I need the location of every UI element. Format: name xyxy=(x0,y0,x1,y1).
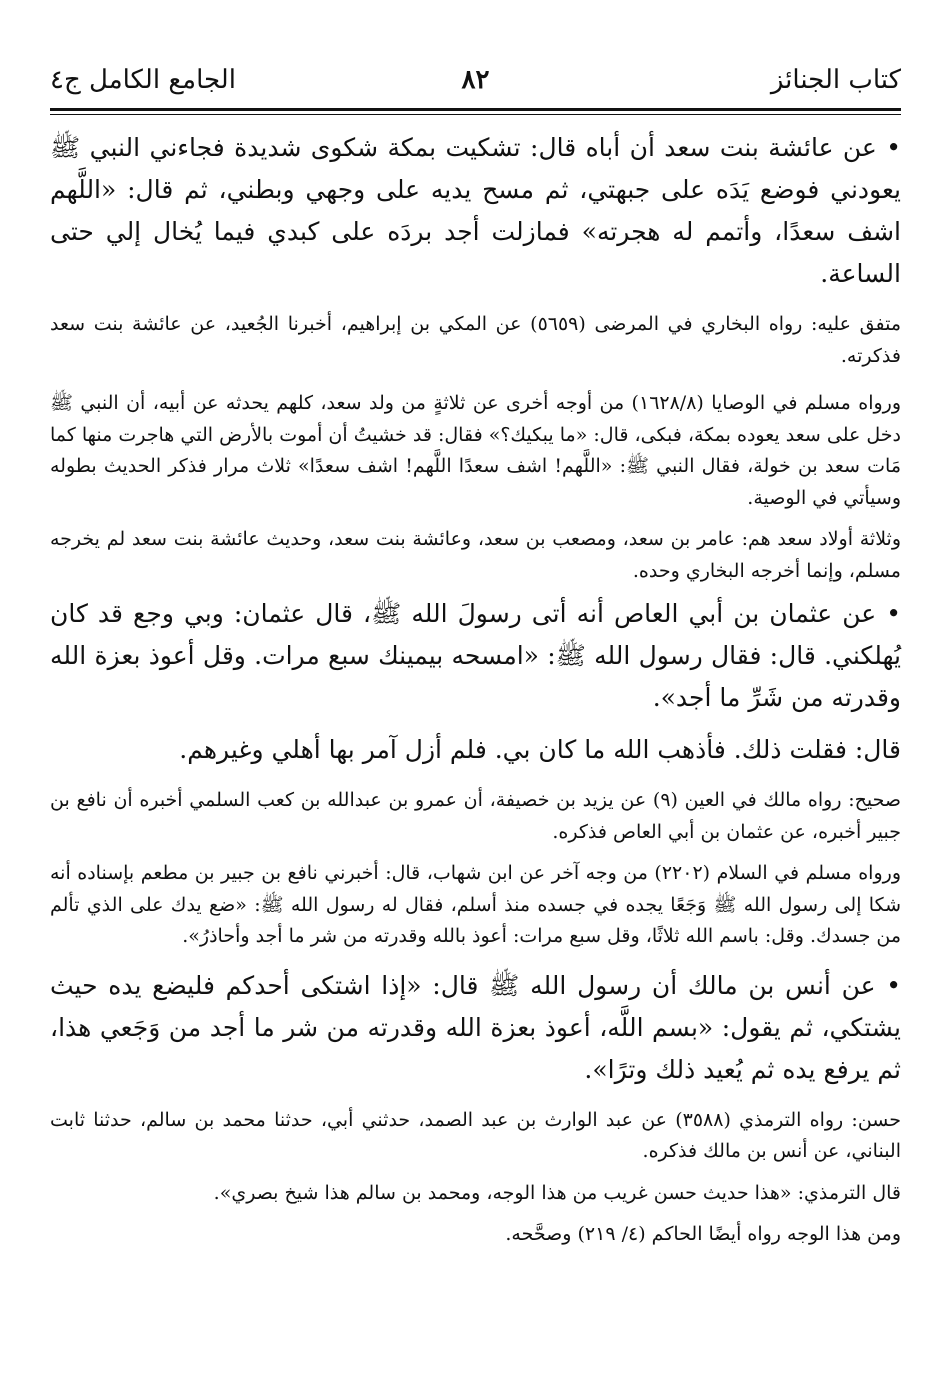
takhrij-hakim: ومن هذا الوجه رواه أيضًا الحاكم (٤/ ٢١٩) وصحَّحه. xyxy=(505,1223,901,1245)
book-volume-title: الجامع الكامل ج٤ xyxy=(50,65,236,95)
takhrij-tirmidhi: حسن: رواه الترمذي (٣٥٨٨) عن عبد الوارث بن عبد الصمد، حدثني أبي، حدثنا محمد بن سالم، حدثنا ثابت البناني، عن أنس بن مالك فذكره. xyxy=(50,1108,901,1162)
page-number: ٨٢ xyxy=(461,65,490,95)
takhrij-muslim-salam: ورواه مسلم في السلام (٢٢٠٢) من وجه آخر عن ابن شهاب، قال: أخبرني نافع بن جبير بن مطعم بإسناده أنه شكا إلى رسول الله ﷺ وَجَعًا يجده في جسده منذ أسلم، فقال له رسول الله ﷺ: «ضع يدك على الذي تألم من جسدك. وقل: باسم الله ثلاثًا، وقل سبع مرات: أعوذ بالله وقدرته من شر ما أجد وأحاذرُ». xyxy=(50,862,901,947)
hadith-uthman-bin-abi-al-as: • عن عثمان بن أبي العاص أنه أتى رسولَ الله ﷺ، قال عثمان: وبي وجع قد كان يُهلكني. قال: فقال رسول الله ﷺ: «امسحه بيمينك سبع مرات. وقل أعوذ بعزة الله وقدرته من شَرِّ ما أجد». xyxy=(50,599,901,712)
document-page xyxy=(50,58,901,1257)
takhrij-bukhari: متفق عليه: رواه البخاري في المرضى (٥٦٥٩) عن المكي بن إبراهيم، أخبرنا الجُعيد، عن عائشة بنت سعد فذكرته. xyxy=(50,313,901,367)
takhrij-malik: صحيح: رواه مالك في العين (٩) عن يزيد بن خصيفة، أن عمرو بن عبدالله بن كعب السلمي أخبره أن نافع بن جبير أخبره، عن عثمان بن أبي العاص فذكره. xyxy=(50,789,901,843)
header-rule-thin xyxy=(50,114,901,115)
book-section-title: كتاب الجنائز xyxy=(770,65,901,95)
running-header xyxy=(50,58,901,102)
takhrij-muslim-wasaya: ورواه مسلم في الوصايا (١٦٢٨/٨) من أوجه أخرى عن ثلاثةٍ من ولد سعد، كلهم يحدثه عن أبيه، أن النبي ﷺ دخل على سعد يعوده بمكة، فبكى، قال: «ما يبكيك؟» فقال: قد خشيتُ أن أموت بالأرض التي هاجرت منها كما مَات سعد بن خولة، فقال النبي ﷺ: «اللَّهم! اشف سعدًا اللَّهم! اشف سعدًا» ثلاث مرار فذكر الحديث بطوله وسيأتي في الوصية. xyxy=(50,392,901,509)
hadith-anas-bin-malik: • عن أنس بن مالك أن رسول الله ﷺ قال: «إذا اشتكى أحدكم فليضع يده حيث يشتكي، ثم يقول: «بسم اللَّه، أعوذ بعزة الله وقدرته من شر ما أجد من وَجَعي هذا، ثم يرفع يده ثم يُعيد ذلك وترًا». xyxy=(50,970,901,1084)
hadith-aisha-bint-saad: • عن عائشة بنت سعد أن أباه قال: تشكيت بمكة شكوى شديدة فجاءني النبي ﷺ يعودني فوضع يَدَه على جبهتي، ثم مسح يديه على وجهي وبطني، ثم قال: «اللَّهم اشف سعدًا، وأتمم له هجرته» فمازلت أجد بردَه على كبدي فيما يُخال إلي حتى الساعة. xyxy=(50,133,901,288)
tirmidhi-comment: قال الترمذي: «هذا حديث حسن غريب من هذا الوجه، ومحمد بن سالم هذا شيخ بصري». xyxy=(213,1181,901,1204)
hadith-uthman-continuation: قال: فقلت ذلك. فأذهب الله ما كان بي. فلم أزل آمر بها أهلي وغيرهم. xyxy=(179,735,901,764)
note-children-of-saad: وثلاثة أولاد سعد هم: عامر بن سعد، ومصعب بن سعد، وعائشة بنت سعد، وحديث عائشة بنت سعد لم يخرجه مسلم، وإنما أخرجه البخاري وحده. xyxy=(50,528,901,582)
header-rule-thick xyxy=(50,108,901,111)
